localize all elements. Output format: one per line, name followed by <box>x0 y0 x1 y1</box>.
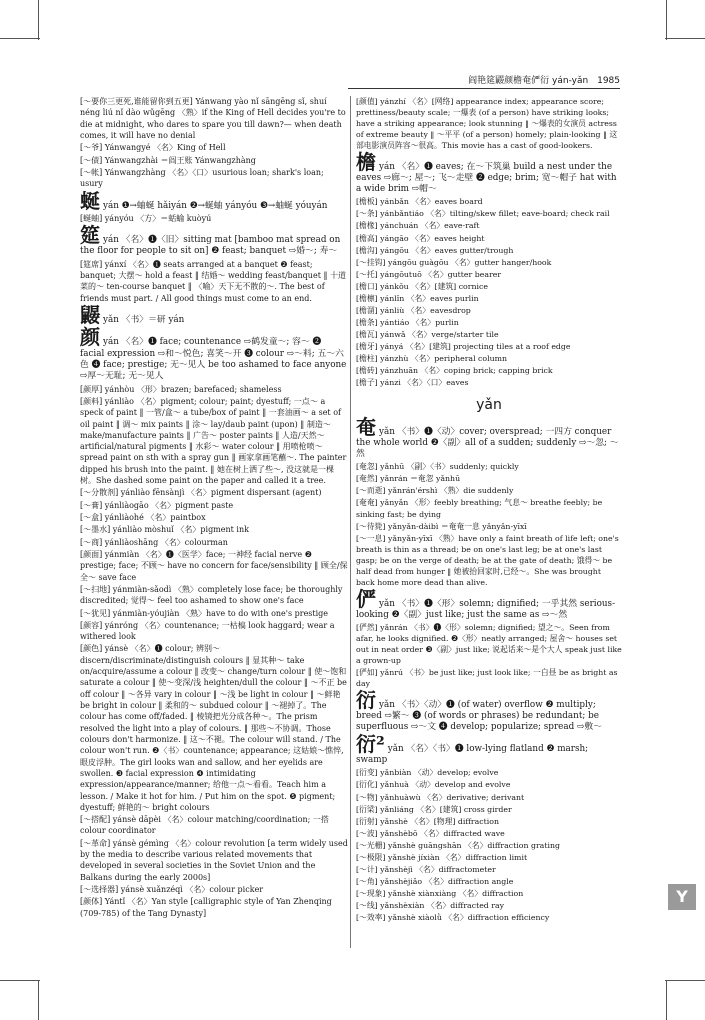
headword-character: 颜 <box>80 325 100 350</box>
entry-text: [檐柱] yánzhù 〈名〉peripheral column <box>356 353 508 363</box>
entry-text: [～波] yǎnshèbō 〈名〉diffracted wave <box>356 828 505 838</box>
dictionary-entry <box>80 167 348 190</box>
running-head-text <box>462 73 620 86</box>
crop-mark <box>0 38 40 39</box>
entry-text: [～挂钩] yángōu guàgōu 〈名〉gutter hanger/hook <box>356 257 552 267</box>
dictionary-entry <box>80 896 348 919</box>
entry-text: [颜值] yánzhí 〈名〉[网络] appearance index; appearance score; prettiness/beauty scale; 一爆表 (of a person) have striking looks; have a striking appearance; look stunning ‖ ～爆表的女演员 actress of extreme beauty ‖ ～平平 (of a person) homely; plain-looking ‖ 这部电影演员阵容～很高。This movie has a cast of good-lookers. <box>356 97 618 151</box>
entry-text: [～要你三更死,谁能留你到五更] Yánwang yào nǐ sāngēng sǐ, shuí néng liú nǐ dào wǔgēng 〈熟〉if the King of Hell decides you're to die at midnight, who dares to spare you till dawn?— when death comes, it will have no denial <box>80 97 346 140</box>
dictionary-entry <box>356 622 622 666</box>
dictionary-entry <box>80 838 348 883</box>
headword-entry <box>356 417 622 460</box>
entry-text: [～条] yánbǎntiáo 〈名〉tilting/skew fillet; eave-board; check rail <box>356 209 610 219</box>
section-heading: yǎn <box>476 397 502 414</box>
right-column <box>356 96 622 924</box>
entry-text: yán 〈名〉❶ face; countenance ⇨鹤发童～; 容～ ❷ facial expression ⇨和～悦色; 喜笑～开 ❸ colour ⇨～料; 五～六色 ❹ face; prestige; 无～见人 be too ashamed to face anyone ⇨厚～无耻; 无～见人 <box>80 337 347 382</box>
headword-entry <box>80 225 348 258</box>
dictionary-entry <box>356 96 622 151</box>
entry-text: [衍梁] yǎnliáng 〈名〉[建筑] cross girder <box>356 804 512 814</box>
entry-text: [檐牙] yányá 〈名〉[建筑] projecting tiles at a roof edge <box>356 341 571 351</box>
dictionary-entry <box>356 377 622 388</box>
entry-text: [～爷] Yánwangyé 〈名〉King of Hell <box>80 143 226 153</box>
entry-text: [～盒] yánliàohé 〈名〉paintbox <box>80 513 206 522</box>
dictionary-entry <box>80 96 348 141</box>
headword-entry <box>80 305 348 326</box>
entry-text: [颜厚] yánhòu 〈形〉brazen; barefaced; shameless <box>80 384 282 394</box>
dictionary-entry <box>356 804 622 815</box>
dictionary-entry <box>80 549 348 583</box>
dictionary-entry <box>356 900 622 911</box>
headword-character: 奄 <box>356 415 376 440</box>
dictionary-entry <box>80 213 348 224</box>
dictionary-entry <box>356 245 622 256</box>
dictionary-entry <box>356 305 622 316</box>
dictionary-entry <box>80 884 348 895</box>
entry-text: [～帐] Yánwangzhàng 〈名〉〈口〉usurious loan; shark's loan; usury <box>80 167 324 189</box>
entry-text: yán ❶→蚰蜒 hǎiyán ❷→蜒蚰 yányóu ❸→蚰蜒 yóuyán <box>103 200 328 211</box>
dictionary-entry <box>356 208 622 219</box>
entry-text: [～效率] yǎnshè xiàolǜ 〈名〉diffraction efficiency <box>356 913 550 922</box>
dictionary-entry <box>80 500 348 511</box>
entry-text: [檐子] yánzi 〈名〉〈口〉eaves <box>356 378 469 388</box>
entry-text: [衍射] yǎnshè 〈名〉[物理] diffraction <box>356 816 500 826</box>
dictionary-entry <box>356 888 622 899</box>
headword-character: 檐 <box>356 150 376 175</box>
headword-character: 蜒 <box>80 188 100 213</box>
headword-entry <box>356 586 622 621</box>
dictionary-entry <box>80 643 348 813</box>
dictionary-entry <box>356 329 622 340</box>
headword-entry <box>356 690 622 733</box>
dictionary-entry <box>356 317 622 328</box>
headword-entry <box>80 188 348 213</box>
entry-text: [颜面] yánmiàn 〈名〉❶〈医学〉face; 一神经 facial nerve ❷ prestige; face; 不顾～ have no concern for face/sensibility ‖ 顾全/保全～ save face <box>80 549 348 582</box>
crop-mark <box>0 980 40 981</box>
running-head: 阎艳筵鼹颜檐奄俨衍 yán-yǎn <box>468 76 589 86</box>
entry-text: [～分散剂] yánliào fēnsànjì 〈名〉pigment dispersant (agent) <box>80 488 322 498</box>
crop-mark <box>665 980 705 981</box>
crop-mark <box>666 980 667 1020</box>
headword-character: 衍² <box>356 732 385 757</box>
dictionary-entry <box>80 608 348 619</box>
dictionary-entry <box>356 497 622 519</box>
crop-mark <box>666 0 667 40</box>
dictionary-entry <box>80 524 348 535</box>
entry-text: [颜料] yánliào 〈名〉pigment; colour; paint; dyestuff; 一点～ a speck of paint ‖ 一管/盒～ a tube/box of paint ‖ 一套油画～ a set of oil paint ‖ 调～ mix paints ‖ 涂～ lay/daub paint (upon) ‖ 制造～ make/manufacture paints ‖ 广告～ poster paints ‖ 人造/天然～ artificial/natural pigments ‖ 水彩～ water colour ‖ 用喷枪喷～ spread paint on sth with a spray gun ‖ 画家拿画笔蘸～. The painter dipped his brush into the paint. ‖ 她在树上洒了些～, 没这就是一棵树。She dashed some paint on the paper and called it a tree. <box>80 396 347 486</box>
entry-text: [～犹见] yánmiàn-yóujiàn 〈熟〉have to do with one's prestige <box>80 608 329 618</box>
dictionary-entry <box>356 341 622 352</box>
dictionary-entry <box>356 521 622 532</box>
crop-mark <box>38 0 39 40</box>
entry-text: [俨如] yǎnrú 〈书〉be just like; just look like; 一白昼 be as bright as day <box>356 668 618 689</box>
entry-text: [奄然] yǎnrán ＝奄忽 yǎnhū <box>356 474 461 484</box>
dictionary-entry <box>80 814 348 837</box>
entry-text: [～托] yángōutuō 〈名〉gutter bearer <box>356 269 502 279</box>
entry-text: [蜒蚰] yányóu 〈方〉＝蛞蝓 kuòyú <box>80 213 212 223</box>
entry-text: [颜容] yánróng 〈名〉countenance; 一枯槁 look haggard; wear a withered look <box>80 620 335 642</box>
entry-text: [～光栅] yǎnshè guāngshān 〈名〉diffraction grating <box>356 840 560 850</box>
dictionary-entry <box>356 269 622 280</box>
dictionary-entry <box>356 840 622 851</box>
entry-text: [衍化] yǎnhuà 〈动〉develop and evolve <box>356 780 511 790</box>
dictionary-entry <box>80 487 348 498</box>
dictionary-entry <box>356 233 622 244</box>
dictionary-entry <box>356 293 622 304</box>
dictionary-entry <box>356 912 622 923</box>
headword-entry <box>80 327 348 382</box>
column-divider <box>350 96 351 948</box>
entry-text: [檐板] yánbǎn 〈名〉eaves board <box>356 197 483 207</box>
dictionary-entry <box>356 473 622 484</box>
entry-text: yǎn 〈书〉＝研 yán <box>103 315 185 325</box>
entry-text: yǎn 〈书〉〈动〉❶ (of water) overflow ❷ multiply; breed ⇨繁～ ❸ (of words or phrases) be redundant; be superfluous ⇨～文 ❹ develop; popularize; spread ⇨敷～ <box>356 700 602 733</box>
dictionary-entry <box>356 864 622 875</box>
entry-text: [～极限] yǎnshè jíxiàn 〈名〉diffraction limit <box>356 852 528 862</box>
headword-character: 鼹 <box>80 303 100 327</box>
dictionary-entry <box>356 281 622 292</box>
entry-text: [颜体] Yántǐ 〈名〉Yan style [calligraphic style of Yan Zhenqing (709-785) of the Tang Dynasty] <box>80 897 332 918</box>
dictionary-entry <box>80 512 348 523</box>
dictionary-entry <box>356 461 622 472</box>
entry-text: [筵席] yánxí 〈名〉❶ seats arranged at a banquet ❷ feast; banquet; 大摆～ hold a feast ‖ 结婚～ wedding feast/banquet ‖ 十道菜的～ ten-course banquet ‖ 〈喻〉天下无不散的～. The best of friends must part. / All good things must come to an end. <box>80 259 346 303</box>
entry-text: yán 〈名〉❶ eaves; 在～下筑巢 build a nest under the eaves ⇨廊～; 屋～; 飞～走壁 ❷ edge; brim; 宽～帽子 hat with a wide brim ⇨帽～ <box>356 162 617 195</box>
entry-text: [檐条] yántiáo 〈名〉purlin <box>356 317 459 327</box>
entry-text: [檐瓦] yánwǎ 〈名〉verge/starter tile <box>356 329 499 339</box>
headword-character: 筵 <box>80 223 100 248</box>
dictionary-entry <box>80 384 348 395</box>
entry-text: [～现象] yǎnshè xiànxiàng 〈名〉diffraction <box>356 888 524 898</box>
dictionary-entry <box>80 155 348 166</box>
entry-text: yǎn 〈书〉❶〈动〉cover; overspread; 一四方 conquer the whole world ❷〈副〉all of a sudden; suddenly ⇨～忽; ～然 <box>356 427 619 460</box>
headword-character: 衍 <box>356 688 376 713</box>
dictionary-entry <box>356 792 622 803</box>
entry-text: [俨然] yǎnrán 〈书〉❶〈形〉solemn; dignified; 望之～。Seen from afar, he looks dignified. ❷〈形〉neatly arranged; 屋舍～ houses set out in neat order ❸〈副〉just like; 说起话来～是个大人 speak just like a grown-up <box>356 622 622 666</box>
dictionary-entry <box>80 620 348 643</box>
dictionary-entry <box>356 816 622 827</box>
entry-text: [～角] yǎnshèjiǎo 〈名〉diffraction angle <box>356 876 514 886</box>
entry-text: [檐沟] yángōu 〈名〉eaves gutter/trough <box>356 245 514 255</box>
dictionary-entry <box>356 365 622 376</box>
dictionary-entry <box>356 667 622 689</box>
page-number: 1985 <box>597 76 620 86</box>
entry-text: yǎn 〈名〉〈书〉❶ low-lying flatland ❷ marsh; swamp <box>356 744 589 766</box>
entry-text: [～商] yánliàoshāng 〈名〉colourman <box>80 537 228 547</box>
entry-text: [～墨水] yánliào mòshuǐ 〈名〉pigment ink <box>80 525 249 535</box>
entry-text: [～而逝] yǎnrán'érshì 〈熟〉die suddenly <box>356 486 514 496</box>
entry-text: [檐高] yángāo 〈名〉eaves height <box>356 233 485 243</box>
entry-text: [～债] Yánwangzhài ＝阎王账 Yánwangzhàng <box>80 155 256 165</box>
crop-mark <box>665 38 705 39</box>
entry-text: [～待毙] yǎnyǎn-dàibì ＝奄奄一息 yǎnyǎn-yīxī <box>356 521 527 531</box>
entry-text: [～搭配] yánsè dāpèi 〈名〉colour matching/coordination; 一搭 colour coordinator <box>80 815 329 836</box>
headword-entry <box>356 152 622 195</box>
dictionary-entry <box>356 196 622 207</box>
dictionary-entry <box>356 485 622 496</box>
dictionary-entry <box>356 533 622 588</box>
dictionary-entry <box>356 767 622 778</box>
entry-text: [～线] yǎnshèxiàn 〈名〉diffracted ray <box>356 900 505 910</box>
entry-text: [颜色] yánsè 〈名〉❶ colour; 辨别～ discern/discriminate/distinguish colours ‖ 显其种～ take on/acquire/assume a colour ‖ 改变～ change/turn colour ‖ 使～饱和 saturate a colour ‖ 使～变深/浅 heighten/dull the colour ‖ ～不正 be off colour ‖ ～各异 vary in colour ‖ ～浅 be light in colour ‖ ～鲜艳 be bright in colour ‖ 柔和的～ subdued colour ‖ ～褪掉了。The colour has come off/faded. ‖ 棱镜把光分成各种～。The prism resolved the light into a play of colours. ‖ 那些～不协调。Those colours don't harmonize. ‖ 这～不褪。The colour will stand. / The colour won't run. ❷〈书〉countenance; appearance; 这姑娘～憔悴, 眼皮浮肿。The girl looks wan and sallow, and her eyelids are swollen. ❸ facial expression ❹ intimidating expression/appearance/manner; 给他一点～看看。Teach him a lesson. / Make it hot for him. / Put him on the spot. ❺ pigment; dyestuff; 鲜艳的～ bright colours <box>80 644 347 812</box>
entry-text: [～计] yǎnshèjì 〈名〉diffractometer <box>356 864 496 874</box>
entry-text: [奄忽] yǎnhū 〈副〉〈书〉suddenly; quickly <box>356 462 519 472</box>
dictionary-entry <box>80 142 348 153</box>
entry-text: [～物] yǎnhuàwù 〈名〉derivative; derivant <box>356 792 525 802</box>
dictionary-entry <box>356 852 622 863</box>
entry-text: [～一息] yǎnyǎn-yīxī 〈熟〉have only a faint breath of life left; one's breath is thin as a thread; be on one's last leg; be at one's last gasp; be on the verge of death; be at the gate of death; 饿得～ be half dead from hunger ‖ 她被抬回家时,已经～。She was brought back home more dead than alive. <box>356 533 619 587</box>
dictionary-entry <box>356 220 622 231</box>
entry-text: [檐檩] yánlǐn 〈名〉eaves purlin <box>356 293 479 303</box>
dictionary-entry <box>356 257 622 268</box>
entry-text: [檐砖] yánzhuān 〈名〉coping brick; capping brick <box>356 366 553 376</box>
dictionary-entry <box>356 779 622 790</box>
headword-character: 俨 <box>356 586 376 611</box>
dictionary-entry <box>356 353 622 364</box>
headword-entry <box>356 734 622 766</box>
dictionary-entry <box>80 396 348 487</box>
entry-text: [～选择器] yánsè xuǎnzéqì 〈名〉colour picker <box>80 885 264 894</box>
entry-text: [衍变] yǎnbiàn 〈动〉develop; evolve <box>356 768 499 778</box>
dictionary-entry <box>356 828 622 839</box>
dictionary-entry <box>80 259 348 304</box>
dictionary-entry <box>80 584 348 607</box>
entry-text: [～膏] yánliàogāo 〈名〉pigment paste <box>80 500 234 510</box>
dictionary-entry <box>356 876 622 887</box>
dictionary-entry <box>80 537 348 548</box>
running-header <box>348 70 620 89</box>
entry-text: yǎn 〈书〉❶〈形〉solemn; dignified; 一乎其然 serious-looking ❷〈副〉just like; just the same as ⇨～然 <box>356 598 616 620</box>
entry-text: [檐椽] yánchuán 〈名〉eave-raft <box>356 221 480 231</box>
left-column <box>80 96 348 920</box>
entry-text: [～扫地] yánmiàn-sǎodì 〈熟〉completely lose face; be thoroughly discredited; 觉得～ feel too ashamed to show one's face <box>80 584 343 606</box>
entry-text: [奄奄] yǎnyǎn 〈形〉feebly breathing; 气息～ breathe feebly; be sinking fast; be dying <box>356 498 603 519</box>
crop-mark <box>38 980 39 1020</box>
thumb-index-tab: Y <box>668 884 696 910</box>
entry-text: [～革命] yánsè gémìng 〈名〉colour revolution [a term widely used by the media to describe various related movements that developed in several societies in the Soviet Union and the Balkans during the early 2000s] <box>80 838 348 882</box>
entry-text: yán 〈名〉❶〈旧〉sitting mat [bamboo mat spread on the floor for people to sit on] ❷ feast; banquet ⇨婚～; 寿～ <box>80 235 341 257</box>
entry-text: [檐口] yánkǒu 〈名〉[建筑] cornice <box>356 281 488 291</box>
entry-text: [檐溜] yánliù 〈名〉eavesdrop <box>356 305 471 315</box>
